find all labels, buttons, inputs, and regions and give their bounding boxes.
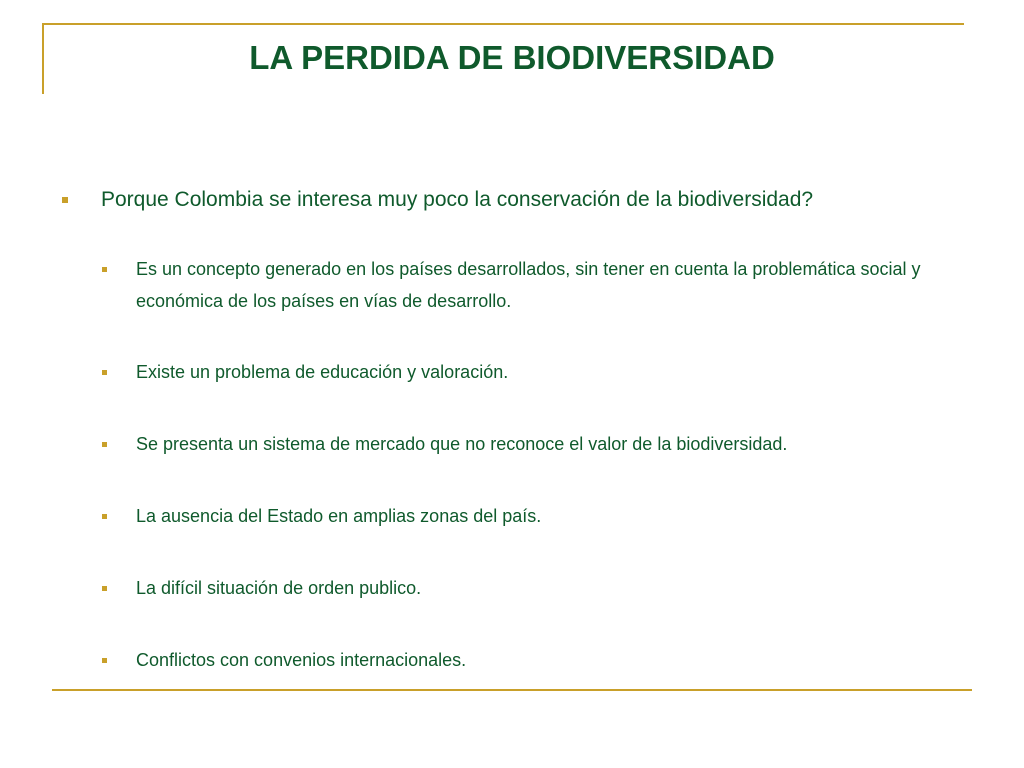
sub-bullet-text: Es un concepto generado en los países desarrollados, sin tener en cuenta la problemática social y económica de los países en vías de desarrollo. [136, 259, 921, 311]
square-bullet-icon [102, 514, 107, 519]
main-bullet-text: Porque Colombia se interesa muy poco la conservación de la biodiversidad? [101, 188, 814, 211]
sub-bullet-text: Conflictos con convenios internacionales. [136, 650, 467, 670]
sub-bullet-item [102, 253, 962, 356]
sub-bullet-item [102, 572, 962, 644]
sub-bullet-item [102, 644, 962, 716]
frame-top-rule [42, 23, 964, 25]
sub-bullet-text: La difícil situación de orden publico. [136, 578, 422, 598]
square-bullet-icon [102, 442, 107, 447]
sub-bullet-text: Existe un problema de educación y valoración. [136, 362, 509, 382]
square-bullet-icon [102, 370, 107, 375]
sub-bullet-item [102, 500, 962, 572]
sub-bullet-text: Se presenta un sistema de mercado que no reconoce el valor de la biodiversidad. [136, 434, 788, 454]
sub-bullet-item [102, 356, 962, 428]
square-bullet-icon [102, 586, 107, 591]
square-bullet-icon [102, 267, 107, 272]
slide-title: LA PERDIDA DE BIODIVERSIDAD [249, 39, 775, 76]
square-bullet-icon [102, 658, 107, 663]
sub-bullet-list [102, 253, 962, 716]
sub-bullet-item [102, 428, 962, 500]
square-bullet-icon [62, 197, 68, 203]
sub-bullet-text: La ausencia del Estado en amplias zonas del país. [136, 506, 542, 526]
